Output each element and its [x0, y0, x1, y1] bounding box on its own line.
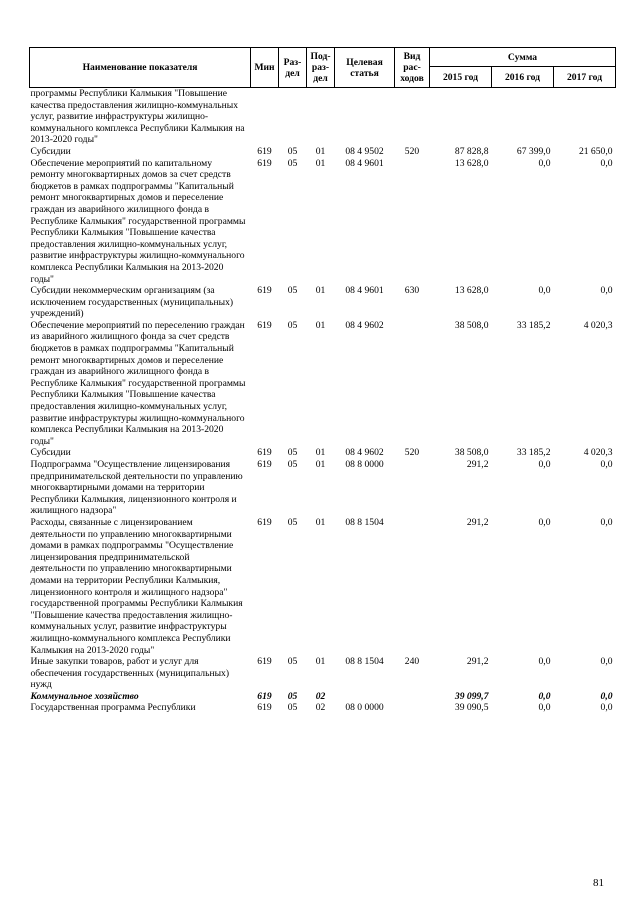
cell-name: Государственная программа Республики [30, 702, 196, 714]
cell-name: Иные закупки товаров, работ и услуг для обеспечения государственных (муниципальных) нужд [30, 656, 230, 691]
cell-2017: 0,0 [600, 690, 613, 702]
cell-name: Расходы, связанные с лицензированием деятельности по управлению многоквартирными домами в рамках подпрограммы "Осуществление лицензирования предпринимательской деятельности по управлению многоквартирными домами на территории Республики Калмыкия, лицензионного контроля и жилищного надзора" государственной программы Республики Калмыкия "Повышение качества предоставления жилищно-коммунальных услуг, развитие инфраструктуры жилищно-коммунального комплекса Республики Калмыкия на 2013-2020 годы" [30, 516, 243, 656]
cell-razdel: 05 [287, 690, 298, 702]
cell-2016: 0,0 [538, 656, 551, 668]
cell-name: программы Республики Калмыкия "Повышение качества предоставления жилищно-коммунальных услуг, развитие инфраструктуры жилищно-коммунального комплекса Республики Калмыкия на 2013-2020 годы" [30, 88, 245, 146]
header-min: Мин [251, 48, 279, 88]
cell-name: Субсидии [30, 447, 71, 459]
cell-razdel: 05 [287, 459, 298, 470]
header-summa: Сумма [430, 48, 616, 67]
cell-min: 619 [257, 656, 272, 668]
cell-razdel [279, 88, 307, 146]
cell-min: 619 [257, 690, 272, 702]
cell-name: Обеспечение мероприятий по переселению граждан из аварийного жилищного фонда за счет средств бюджетов в рамках подпрограммы "Капитальный ремонт многоквартирных домов и переселение граждан из аварийного жилищного фонда в Республике Калмыкия" государственной программы Республики Калмыкия "Повышение качества предоставления жилищно-коммунальных услуг, развитие инфраструктуры жилищно-коммунального комплекса Республики Калмыкия на 2013-2020 годы" [30, 319, 246, 447]
cell-min [251, 88, 279, 146]
cell-vid: 520 [404, 447, 420, 459]
cell-vid [395, 320, 430, 448]
cell-statya [335, 88, 395, 146]
cell-2015: 291,2 [466, 516, 489, 528]
cell-2017: 0,0 [600, 285, 613, 297]
cell-min: 619 [257, 157, 272, 169]
cell-vid: 520 [404, 145, 420, 157]
cell-min: 619 [257, 145, 272, 157]
cell-name: Подпрограмма "Осуществление лицензирования предпринимательской деятельности по управлению многоквартирными домами на территории Республики Калмыкия, лицензионного контроля и жилищного надзора" [30, 459, 243, 517]
cell-min: 619 [257, 459, 272, 470]
cell-2015: 39 090,5 [454, 702, 489, 714]
cell-vid: 240 [404, 656, 420, 668]
cell-2016: 0,0 [538, 516, 551, 528]
cell-statya: 08 4 9602 [345, 319, 384, 331]
cell-statya [335, 691, 395, 703]
cell-min: 619 [257, 516, 272, 528]
table-row [30, 320, 616, 448]
table-row-total [30, 691, 616, 703]
cell-2016: 33 185,2 [516, 319, 551, 331]
cell-2016: 0,0 [538, 157, 551, 169]
cell-vid [395, 702, 430, 714]
cell-podrazdel: 01 [315, 157, 326, 169]
budget-table [29, 47, 616, 714]
cell-2016: 0,0 [538, 285, 551, 297]
cell-2016: 67 399,0 [516, 145, 551, 157]
cell-razdel: 05 [287, 157, 298, 169]
cell-razdel: 05 [287, 285, 298, 297]
cell-vid [395, 459, 430, 517]
cell-2017: 0,0 [600, 656, 613, 668]
cell-razdel: 05 [287, 319, 298, 331]
table-body [30, 88, 616, 715]
cell-2015: 38 508,0 [454, 319, 489, 331]
cell-razdel: 05 [287, 656, 298, 668]
cell-razdel: 05 [287, 145, 298, 157]
header-razdel: Раз-дел [279, 48, 307, 88]
cell-2016: 0,0 [538, 690, 551, 702]
cell-2017: 0,0 [600, 516, 613, 528]
page-number: 81 [593, 877, 604, 889]
cell-statya: 08 8 1504 [345, 656, 384, 668]
cell-2016 [492, 88, 554, 146]
cell-2015: 13 628,0 [454, 285, 489, 297]
cell-statya: 08 8 1504 [345, 516, 384, 528]
cell-razdel: 05 [287, 516, 298, 528]
cell-2017: 4 020,3 [583, 447, 613, 459]
cell-podrazdel [307, 88, 335, 146]
table-row [30, 158, 616, 286]
table-row [30, 88, 616, 146]
cell-vid [395, 88, 430, 146]
cell-2017 [554, 88, 616, 146]
cell-2016: 33 185,2 [516, 447, 551, 459]
cell-2017: 0,0 [600, 459, 613, 470]
cell-vid [395, 691, 430, 703]
header-name: Наименование показателя [30, 48, 251, 88]
cell-podrazdel: 01 [315, 285, 326, 297]
cell-statya: 08 4 9602 [345, 447, 384, 459]
header-year-2016: 2016 год [492, 67, 554, 88]
cell-name: Обеспечение мероприятий по капитальному ремонту многоквартирных домов за счет средств бюджетов в рамках подпрограммы "Капитальный ремонт многоквартирных домов и переселение граждан из аварийного жилищного фонда в Республике Калмыкия" государственной программы Республики Калмыкия "Повышение качества предоставления жилищно-коммунальных услуг, развитие инфраструктуры жилищно-коммунального комплекса Республики Калмыкия на 2013-2020 годы" [30, 157, 246, 285]
cell-name: Коммунальное хозяйство [30, 690, 139, 702]
cell-podrazdel: 01 [315, 656, 326, 668]
cell-podrazdel: 01 [315, 459, 326, 470]
table-row [30, 517, 616, 656]
table-row [30, 146, 616, 158]
cell-name: Субсидии некоммерческим организациям (за исключением государственных (муниципальных) учреждений) [30, 285, 234, 320]
cell-2015: 291,2 [466, 459, 489, 470]
cell-min: 619 [257, 319, 272, 331]
cell-2017: 21 650,0 [578, 145, 613, 157]
cell-podrazdel: 01 [315, 145, 326, 157]
table-row [30, 447, 616, 459]
table-header [30, 48, 616, 88]
cell-podrazdel: 01 [315, 516, 326, 528]
table-row [30, 702, 616, 714]
cell-vid [395, 158, 430, 286]
cell-min: 619 [257, 702, 272, 714]
cell-2017: 4 020,3 [583, 319, 613, 331]
header-podrazdel: Под-раз-дел [307, 48, 335, 88]
cell-2015: 39 099,7 [454, 690, 489, 702]
cell-2017: 0,0 [600, 702, 613, 714]
cell-podrazdel: 01 [315, 319, 326, 331]
header-year-2017: 2017 год [554, 67, 616, 88]
cell-2015: 13 628,0 [454, 157, 489, 169]
cell-2015: 87 828,8 [454, 145, 489, 157]
header-statya: Целевая статья [335, 48, 395, 88]
header-vid: Вид рас-ходов [395, 48, 430, 88]
cell-2015: 38 508,0 [454, 447, 489, 459]
cell-razdel: 05 [287, 447, 298, 459]
cell-statya: 08 4 9601 [345, 157, 384, 169]
cell-2017: 0,0 [600, 157, 613, 169]
cell-vid: 630 [404, 285, 420, 297]
cell-min: 619 [257, 447, 272, 459]
cell-2015 [430, 88, 492, 146]
cell-statya: 08 4 9502 [345, 145, 384, 157]
cell-2016: 0,0 [538, 702, 551, 714]
cell-podrazdel: 01 [315, 447, 326, 459]
cell-podrazdel: 02 [315, 702, 326, 714]
cell-vid [395, 517, 430, 656]
table-row [30, 285, 616, 320]
cell-2016: 0,0 [538, 459, 551, 470]
table-row [30, 459, 616, 517]
header-year-2015: 2015 год [430, 67, 492, 88]
cell-statya: 08 4 9601 [345, 285, 384, 297]
cell-statya: 08 0 0000 [345, 702, 384, 714]
cell-razdel: 05 [287, 702, 298, 714]
cell-min: 619 [257, 285, 272, 297]
cell-name: Субсидии [30, 145, 71, 157]
table-row [30, 656, 616, 691]
cell-podrazdel: 02 [315, 690, 326, 702]
cell-2015: 291,2 [466, 656, 489, 668]
cell-statya: 08 8 0000 [345, 459, 384, 470]
